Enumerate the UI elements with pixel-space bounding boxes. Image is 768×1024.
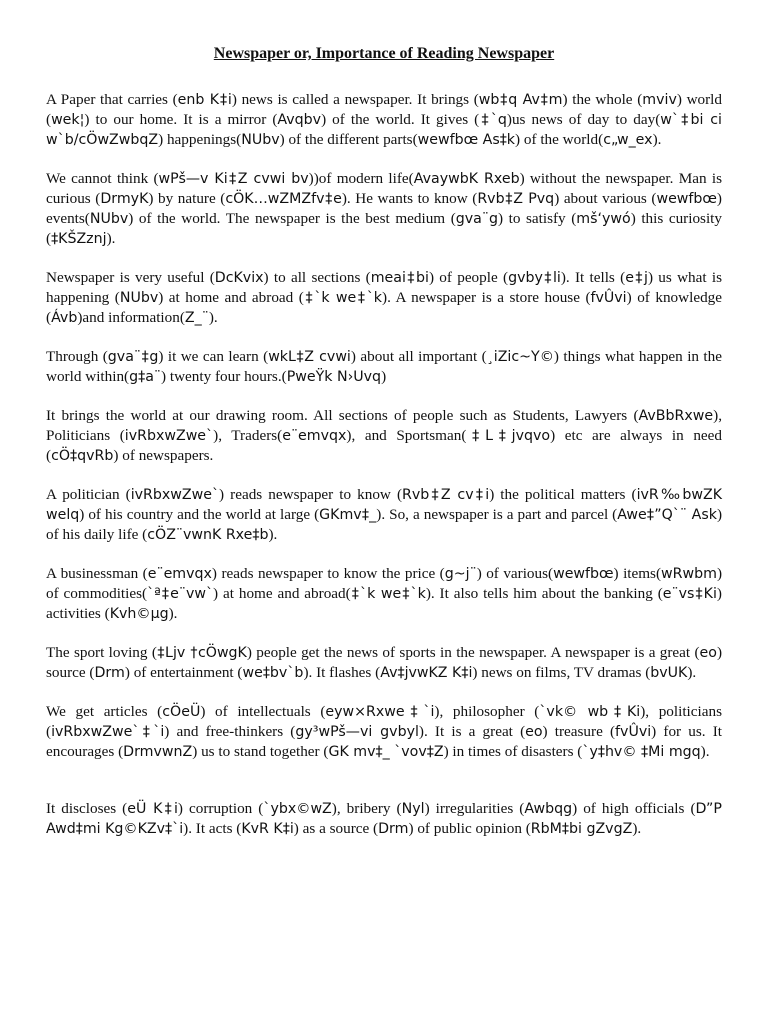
bengali-gloss: Awbqg	[524, 801, 573, 817]
bengali-gloss: NUbv	[241, 132, 280, 148]
english-text: ) to our home. It is a mirror (	[84, 111, 278, 128]
english-text: ) twenty four hours.(	[161, 368, 287, 385]
english-text: ) of the world. The newspaper is the best medium (	[128, 210, 456, 227]
english-text: We cannot think (	[46, 170, 159, 187]
bengali-gloss: ‡`q	[479, 112, 507, 128]
bengali-gloss: enb K‡i	[177, 92, 232, 108]
english-text: ). It also tells him about the banking (	[425, 585, 663, 602]
english-text: ) etc are always in need (	[46, 427, 723, 464]
english-text: ) and free-thinkers (	[164, 723, 296, 740]
english-text: ) about various (	[554, 190, 657, 207]
english-text: )	[381, 368, 387, 385]
bengali-gloss: GK mv‡_ `vov‡Z	[328, 744, 444, 760]
bengali-gloss: Kvh©µg	[109, 606, 169, 622]
english-text: ) of his daily life (	[46, 506, 723, 543]
paragraph	[46, 564, 722, 624]
english-text: ) us to stand together (	[192, 743, 329, 760]
bengali-gloss: gvby‡li	[508, 270, 561, 286]
paragraph	[46, 643, 722, 683]
english-text: ) the whole (	[562, 91, 643, 108]
english-text: ) activities (	[46, 585, 722, 622]
english-text: ).	[687, 664, 697, 681]
bengali-gloss: cÖZ¨vwnK Rxe‡b	[147, 527, 269, 543]
english-text: ). It is a great (	[418, 723, 526, 740]
bengali-gloss: cÖ‡qvRb	[51, 448, 114, 464]
english-text: ).	[700, 743, 710, 760]
english-text: ).	[268, 526, 278, 543]
bengali-gloss: ivRbxwZwe`	[124, 428, 214, 444]
bengali-gloss: Rvb‡Z Pvq	[477, 191, 555, 207]
english-text: ) of the different parts(	[279, 131, 418, 148]
english-text: ) source (	[46, 644, 723, 681]
bengali-gloss: Z_¨	[184, 310, 209, 326]
english-text: We get articles (	[46, 703, 163, 720]
bengali-gloss: `ybx©wZ	[263, 801, 332, 817]
bengali-gloss: Av‡jvwKZ K‡i	[380, 665, 473, 681]
bengali-gloss: Avqbv	[277, 112, 322, 128]
english-text: Through (	[46, 348, 108, 365]
english-text: ).	[106, 230, 116, 247]
bengali-gloss: we‡bv`b	[242, 665, 304, 681]
english-text: ) of newspapers.	[113, 447, 214, 464]
bengali-gloss: eÜ K‡i	[127, 801, 178, 817]
bengali-gloss: wewfbœ As‡k	[417, 132, 516, 148]
bengali-gloss: wek¦	[51, 112, 85, 128]
bengali-gloss: Rvb‡Z cv‡i	[402, 487, 490, 503]
bengali-gloss: mš‘ywó	[576, 211, 631, 227]
paragraph	[46, 347, 722, 387]
bengali-gloss: GKmv‡_	[319, 507, 377, 523]
document-page	[46, 44, 722, 858]
english-text: ))of modern life(	[308, 170, 414, 187]
english-text: ) news is called a newspaper. It brings (	[231, 91, 479, 108]
bengali-gloss: ‡KŠZznj	[51, 231, 107, 247]
bengali-gloss: ‡`k we‡`k	[303, 290, 383, 306]
bengali-gloss: eo	[525, 724, 543, 740]
paragraph	[46, 169, 722, 249]
bengali-gloss: wewfbœ	[553, 566, 614, 582]
english-text: ) the political matters (	[489, 486, 637, 503]
essay-body	[46, 90, 722, 839]
english-text: ) to all sections (	[263, 269, 371, 286]
bengali-gloss: bvUK	[650, 665, 688, 681]
english-text: ) at home and abroad(	[213, 585, 351, 602]
english-text: ).	[652, 131, 662, 148]
bengali-gloss: mviv	[642, 92, 677, 108]
english-text: )and information(	[77, 309, 185, 326]
english-text: ). It tells (	[560, 269, 626, 286]
english-text: It discloses (	[46, 800, 128, 817]
bengali-gloss: gva¨g	[455, 211, 498, 227]
bengali-gloss: eo	[699, 645, 717, 661]
english-text: ).	[208, 309, 218, 326]
paragraph	[46, 799, 722, 839]
english-text: ) treasure (	[542, 723, 616, 740]
english-text: The sport loving (	[46, 644, 157, 661]
english-text: )us news of day to day(	[506, 111, 661, 128]
bengali-gloss: Nyl	[401, 801, 425, 817]
bengali-gloss: ‡`k we‡`k	[350, 586, 426, 602]
bengali-gloss: AvBbRxwe	[638, 408, 714, 424]
bengali-gloss: RbM‡bi gZvgZ	[530, 821, 633, 837]
english-text: ) us what is happening (	[46, 269, 723, 306]
english-text: ). So, a newspaper is a part and parcel (	[376, 506, 618, 523]
english-text: ) without the newspaper. Man is curious (	[46, 170, 722, 207]
english-text: ) of the world. It gives (	[321, 111, 480, 128]
english-text: ) of people (	[428, 269, 509, 286]
bengali-gloss: D”P Awd‡mi Kg©KZv‡`i	[46, 801, 722, 837]
bengali-gloss: KvR K‡i	[241, 821, 294, 837]
english-text: ) people get the news of sports in the newspaper. A newspaper is a great (	[246, 644, 700, 661]
english-text: ) of the world(	[515, 131, 604, 148]
bengali-gloss: DcKvix	[214, 270, 264, 286]
bengali-gloss: Awe‡”Q`¨ Ask	[617, 507, 717, 523]
english-text: It brings the world at our drawing room. All sections of people such as Students, Lawyers (	[46, 407, 639, 424]
english-text: ) of various(	[476, 565, 554, 582]
bengali-gloss: fvÛvi	[590, 290, 627, 306]
english-text: ) of public opinion (	[408, 820, 531, 837]
english-text: ), bribery (	[331, 800, 402, 817]
bengali-gloss: eyw×Rxwe‡`i	[325, 704, 435, 720]
english-text: ) of intellectuals (	[200, 703, 326, 720]
english-text: ) news on films, TV dramas (	[472, 664, 651, 681]
paragraph	[46, 485, 722, 545]
english-text: ) to satisfy (	[497, 210, 577, 227]
bengali-gloss: gy³wPš—vi gvbyl	[295, 724, 419, 740]
english-text: ) it we can learn (	[158, 348, 269, 365]
english-text: ) reads newspaper to know the price (	[211, 565, 445, 582]
bengali-gloss: NUbv	[89, 211, 129, 227]
bengali-gloss: ‡L‡jvqvo	[466, 428, 551, 444]
english-text: ), philosopher (	[434, 703, 540, 720]
bengali-gloss: g~j¨	[444, 566, 477, 582]
bengali-gloss: wRwbm	[661, 566, 717, 582]
bengali-gloss: wkL‡Z cvwi	[268, 349, 351, 365]
paragraph	[46, 90, 722, 150]
english-text: ) things what happen in the world within(	[46, 348, 722, 385]
paragraph	[46, 268, 722, 328]
english-text: A politician (	[46, 486, 131, 503]
english-text: ) of commodities(	[46, 565, 722, 602]
page-title: Newspaper or, Importance of Reading Newspaper	[213, 45, 555, 62]
bengali-gloss: NUbv	[119, 290, 159, 306]
english-text: ) happenings(	[158, 131, 242, 148]
paragraph	[46, 702, 722, 762]
bengali-gloss: ‡Ljv †cÖwgK	[156, 645, 247, 661]
bengali-gloss: w`‡bi ci w`b/cÖwZwbqZ	[46, 112, 722, 148]
bengali-gloss: DrmvwnZ	[123, 744, 193, 760]
bengali-gloss: `y‡hv© ‡Mi mgq	[582, 744, 701, 760]
bengali-gloss: ivRbxwZwe`	[130, 487, 220, 503]
bengali-gloss: e¨vs‡Ki	[662, 586, 717, 602]
english-text: ) of his country and the world at large (	[79, 506, 320, 523]
bengali-gloss: Drm	[378, 821, 409, 837]
english-text: A businessman (	[46, 565, 148, 582]
english-text: ). It acts (	[183, 820, 242, 837]
bengali-gloss: ¸iZic~Y©	[486, 349, 554, 365]
bengali-gloss: meai‡bi	[370, 270, 429, 286]
english-text: ) of high officials (	[572, 800, 696, 817]
english-text: ). It flashes (	[303, 664, 381, 681]
paragraph	[46, 406, 722, 466]
english-text: ).	[632, 820, 642, 837]
bengali-gloss: e¨emvqx	[147, 566, 212, 582]
english-text: ) of knowledge (	[46, 289, 722, 326]
english-text: ) events(	[46, 190, 722, 227]
english-text: ) by nature (	[148, 190, 226, 207]
english-text: ) items(	[613, 565, 662, 582]
english-text: ) corruption (	[177, 800, 264, 817]
english-text: ) about all important (	[350, 348, 487, 365]
english-text: ), politicians (	[46, 703, 722, 740]
bengali-gloss: g‡a¨	[129, 369, 161, 385]
english-text: ) in times of disasters (	[443, 743, 583, 760]
english-text: ) world (	[46, 91, 722, 128]
english-text: ), and Sportsman(	[346, 427, 467, 444]
bengali-gloss: e‡j	[625, 270, 648, 286]
english-text: ).	[168, 605, 178, 622]
bengali-gloss: gva¨‡g	[107, 349, 159, 365]
english-text: ) this curiosity (	[46, 210, 722, 247]
bengali-gloss: `ª‡e¨vw`	[147, 586, 214, 602]
bengali-gloss: Ávb	[51, 310, 78, 326]
bengali-gloss: cÖK…wZMZfv‡e	[225, 191, 342, 207]
bengali-gloss: ivR‰bwZK welq	[46, 487, 722, 523]
english-text: ). A newspaper is a store house (	[382, 289, 591, 306]
bengali-gloss: cÖeÜ	[162, 704, 201, 720]
bengali-gloss: fvÛvi	[615, 724, 652, 740]
english-text: ), Politicians (	[46, 407, 722, 444]
bengali-gloss: wPš—v Ki‡Z cvwi bv	[158, 171, 309, 187]
english-text: ). He wants to know (	[341, 190, 478, 207]
english-text: ) of entertainment (	[124, 664, 243, 681]
english-text: ) for us. It encourages (	[46, 723, 722, 760]
english-text: Newspaper is very useful (	[46, 269, 215, 286]
bengali-gloss: Drm	[94, 665, 125, 681]
bengali-gloss: e¨emvqx	[282, 428, 347, 444]
bengali-gloss: AvaywbK Rxeb	[413, 171, 520, 187]
english-text: ) at home and abroad (	[158, 289, 304, 306]
bengali-gloss: DrmyK	[100, 191, 149, 207]
english-text: ) as a source (	[293, 820, 379, 837]
english-text: ) reads newspaper to know (	[219, 486, 403, 503]
english-text: ) irregularities (	[424, 800, 525, 817]
bengali-gloss: `vk© wb‡Ki	[539, 704, 641, 720]
bengali-gloss: wewfbœ	[656, 191, 717, 207]
bengali-gloss: wb‡q Av‡m	[478, 92, 563, 108]
english-text: ), Traders(	[213, 427, 283, 444]
bengali-gloss: PweŸk N›Uvq	[286, 369, 382, 385]
english-text: A Paper that carries (	[46, 91, 178, 108]
bengali-gloss: ivRbxwZwe`‡`i	[51, 724, 165, 740]
bengali-gloss: c„w_ex	[603, 132, 653, 148]
